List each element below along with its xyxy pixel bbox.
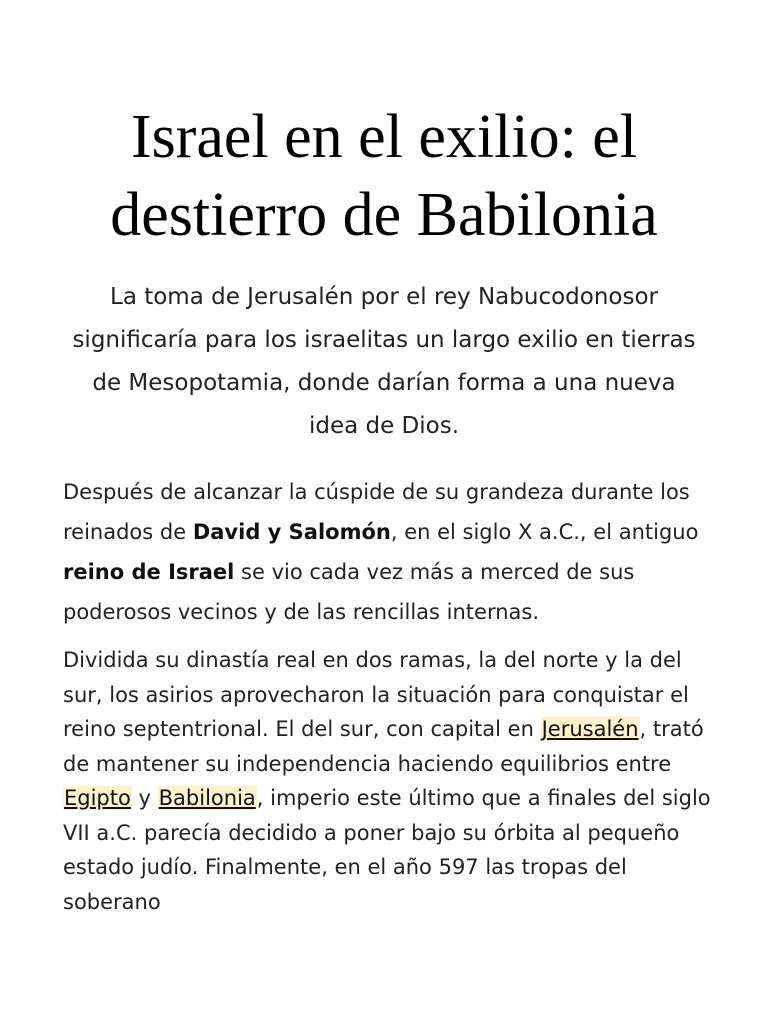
paragraph-2 (63, 643, 713, 919)
article-title: Israel en el exilio: el destierro de Babilonia (110, 103, 658, 249)
paragraph-1-bold-1: David y Salomón (192, 520, 391, 544)
article-subtitle: La toma de Jerusalén por el rey Nabucodonosor significaría para los israelitas un largo exilio en tierras de Mesopotamia, donde darían forma a una nueva idea de Dios. (72, 284, 696, 439)
link-babilonia[interactable]: Babilonia (158, 786, 256, 810)
paragraph-1-text-3: se vio cada vez más a merced de sus poderosos vecinos y de las rencillas internas. (63, 560, 635, 624)
paragraph-2-text-4: , imperio este último que a finales del siglo VII a.C. parecía decidido a poner bajo su órbita al pequeño estado judío. Finalmente, en el año 597 las tropas del soberano (63, 786, 711, 914)
paragraph-2-text-2: , trató de mantener su independencia haciendo equilibrios entre (63, 717, 704, 776)
paragraph-2-text-1: Dividida su dinastía real en dos ramas, la del norte y la del sur, los asirios aprovecharon la situación para conquistar el reino septentrional. El del sur, con capital en (63, 648, 689, 741)
paragraph-1-bold-2: reino de Israel (63, 560, 235, 584)
paragraph-1-text-1: Después de alcanzar la cúspide de su grandeza durante los reinados de (63, 480, 690, 544)
paragraph-2-text-3: y (131, 786, 158, 810)
paragraph-1 (63, 472, 713, 632)
link-jerusalen[interactable]: Jerusalén (541, 717, 639, 741)
paragraph-1-text-2: , en el siglo X a.C., el antiguo (390, 520, 699, 544)
link-egipto[interactable]: Egipto (64, 786, 131, 810)
